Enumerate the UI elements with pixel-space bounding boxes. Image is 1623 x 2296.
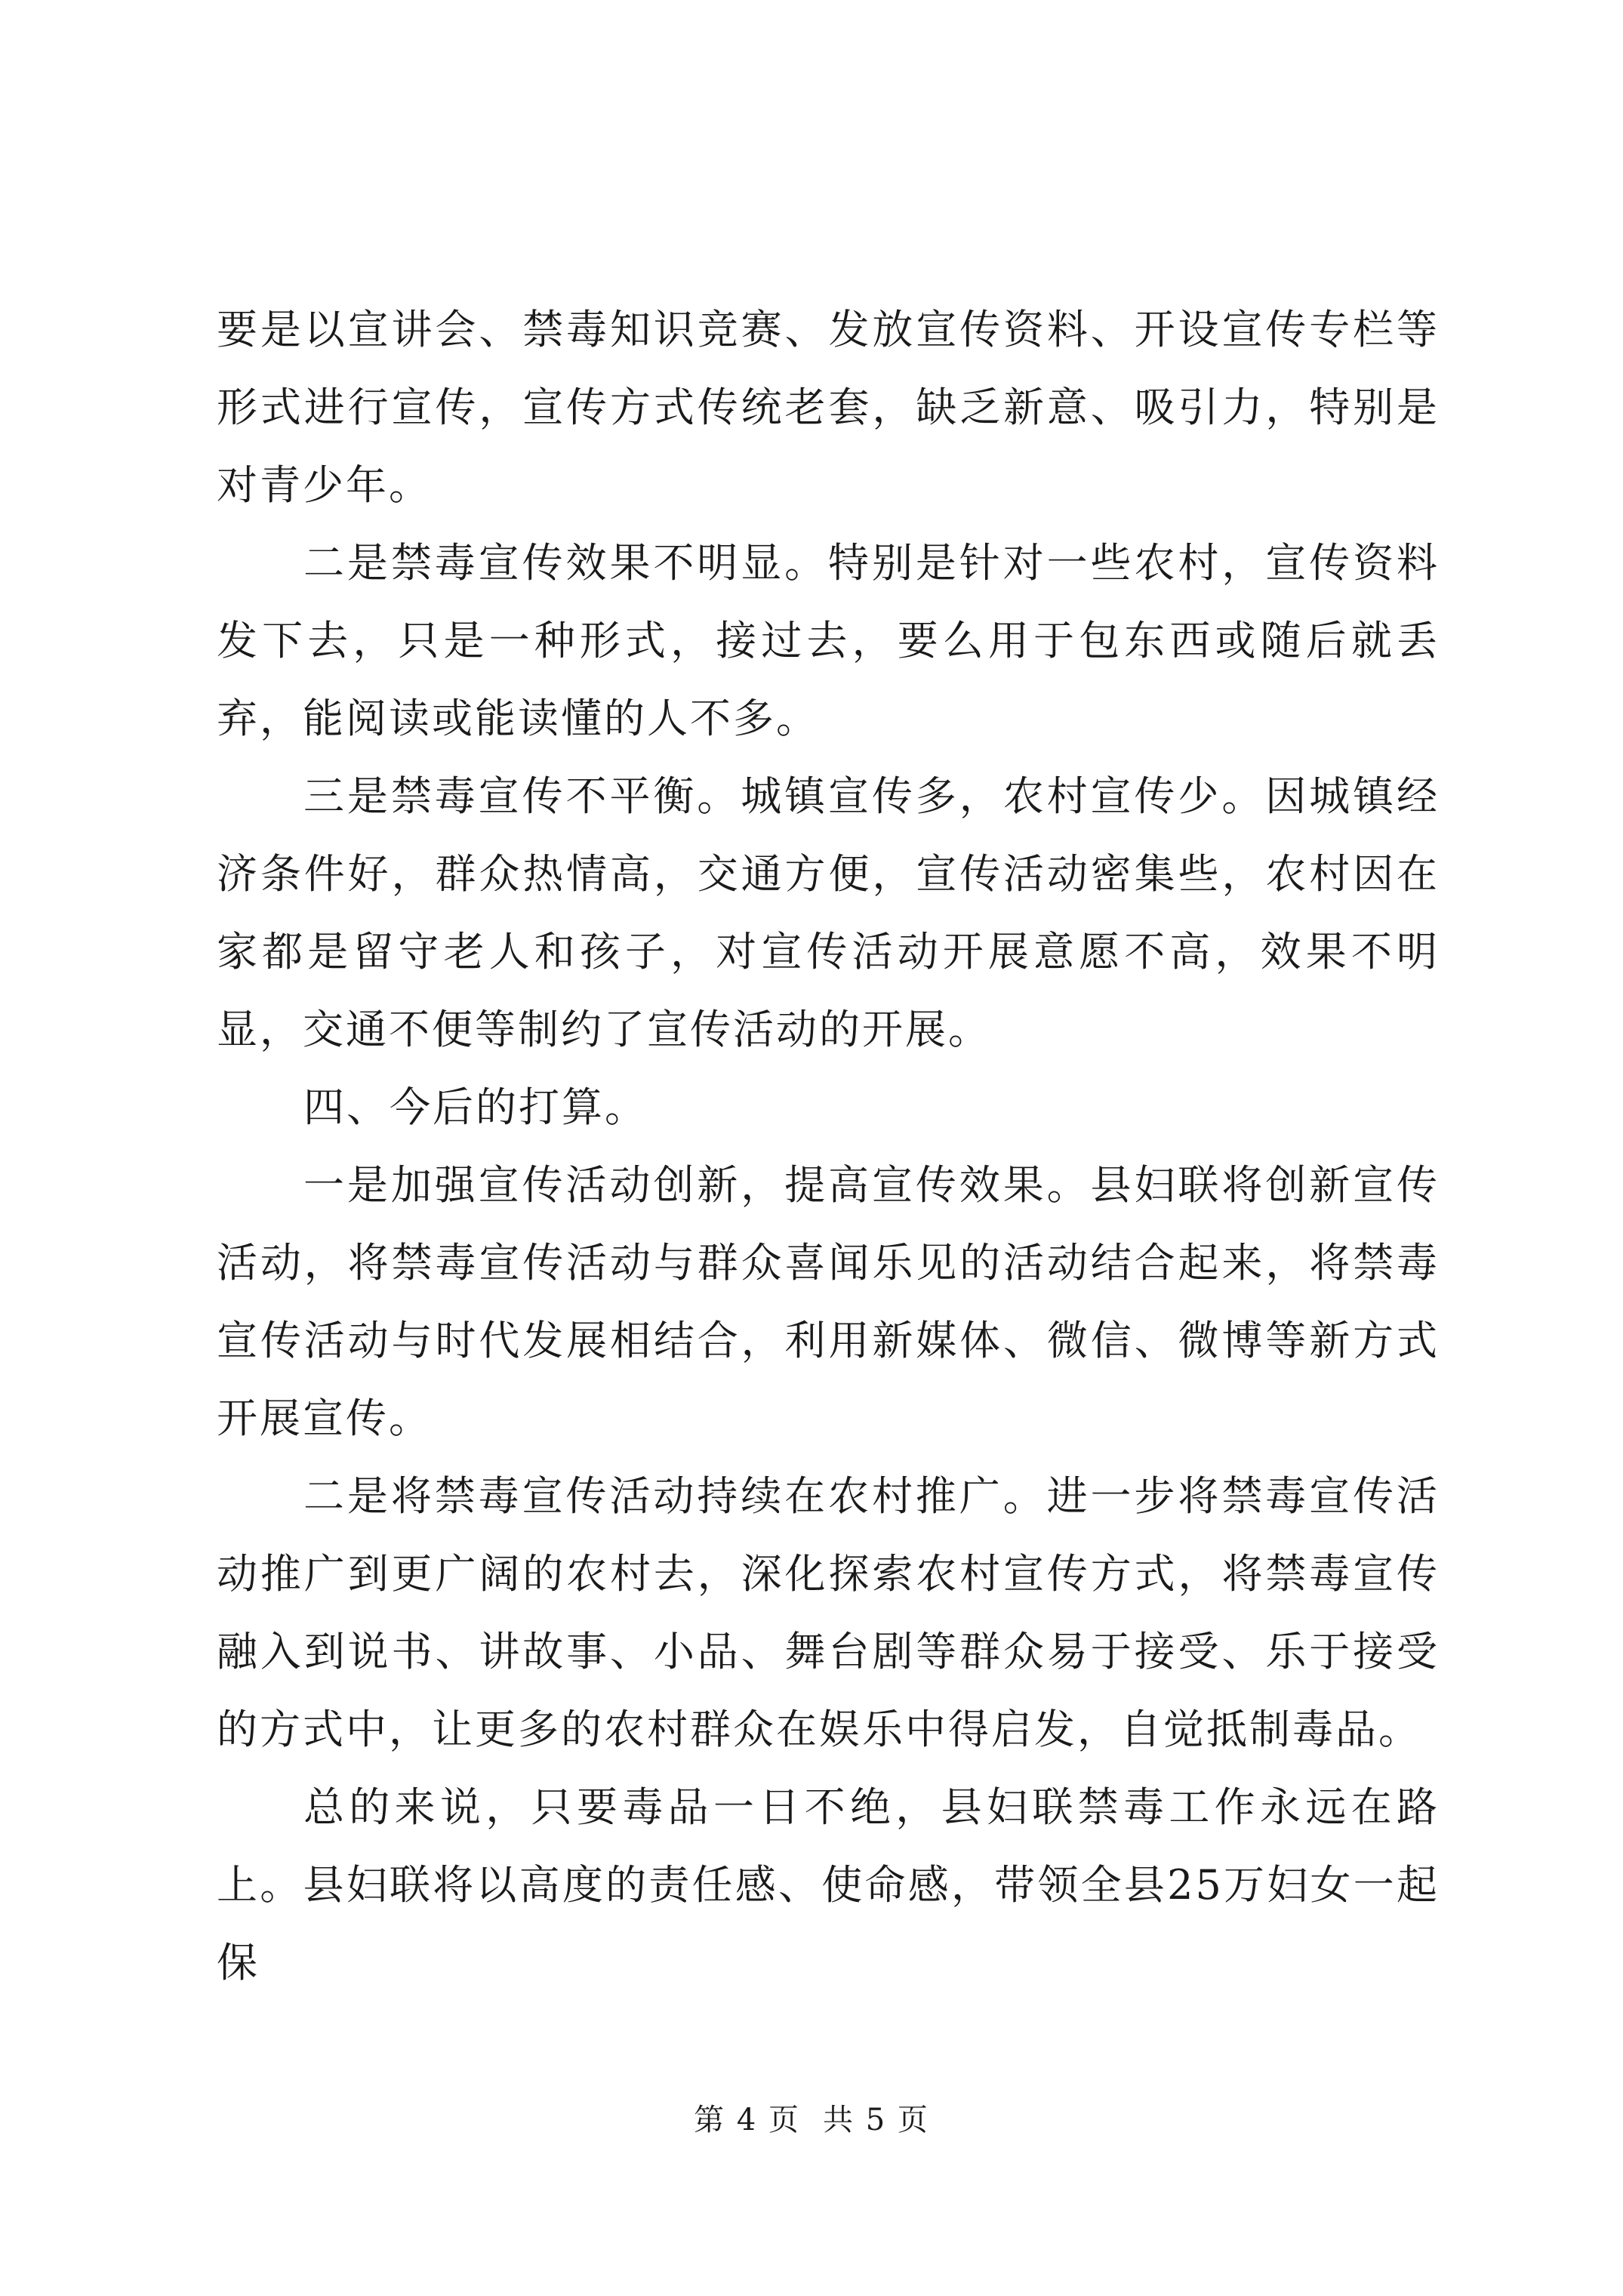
- paragraph-6: 二是将禁毒宣传活动持续在农村推广。进一步将禁毒宣传活动推广到更广阔的农村去，深化探索农村宣传方式，将禁毒宣传融入到说书、讲故事、小品、舞台剧等群众易于接受、乐于接受的方式中，让更多的农村群众在娱乐中得启发，自觉抵制毒品。: [217, 1472, 1440, 1753]
- paragraph-2: 二是禁毒宣传效果不明显。特别是针对一些农村，宣传资料发下去，只是一种形式，接过去，要么用于包东西或随后就丢弃，能阅读或能读懂的人不多。: [217, 539, 1440, 742]
- paragraph-5: 一是加强宣传活动创新，提高宣传效果。县妇联将创新宣传活动，将禁毒宣传活动与群众喜闻乐见的活动结合起来，将禁毒宣传活动与时代发展相结合，利用新媒体、微信、微博等新方式开展宣传。: [217, 1161, 1440, 1442]
- page-total: 共 5 页: [823, 2103, 929, 2137]
- paragraph-1: 要是以宣讲会、禁毒知识竞赛、发放宣传资料、开设宣传专栏等形式进行宣传，宣传方式传统老套，缺乏新意、吸引力，特别是对青少年。: [217, 306, 1440, 509]
- page-footer: [0, 2097, 1623, 2143]
- page-number: 第 4 页: [694, 2103, 800, 2137]
- paragraph-7: 总的来说，只要毒品一日不绝，县妇联禁毒工作永远在路上。县妇联将以高度的责任感、使命感，带领全县25万妇女一起保: [217, 1783, 1440, 1986]
- document-body: [217, 291, 1440, 2002]
- paragraph-3: 三是禁毒宣传不平衡。城镇宣传多，农村宣传少。因城镇经济条件好，群众热情高，交通方便，宣传活动密集些，农村因在家都是留守老人和孩子，对宣传活动开展意愿不高，效果不明显，交通不便等制约了宣传活动的开展。: [217, 772, 1440, 1053]
- section-heading-future-plans: 四、今后的打算。: [303, 1083, 648, 1131]
